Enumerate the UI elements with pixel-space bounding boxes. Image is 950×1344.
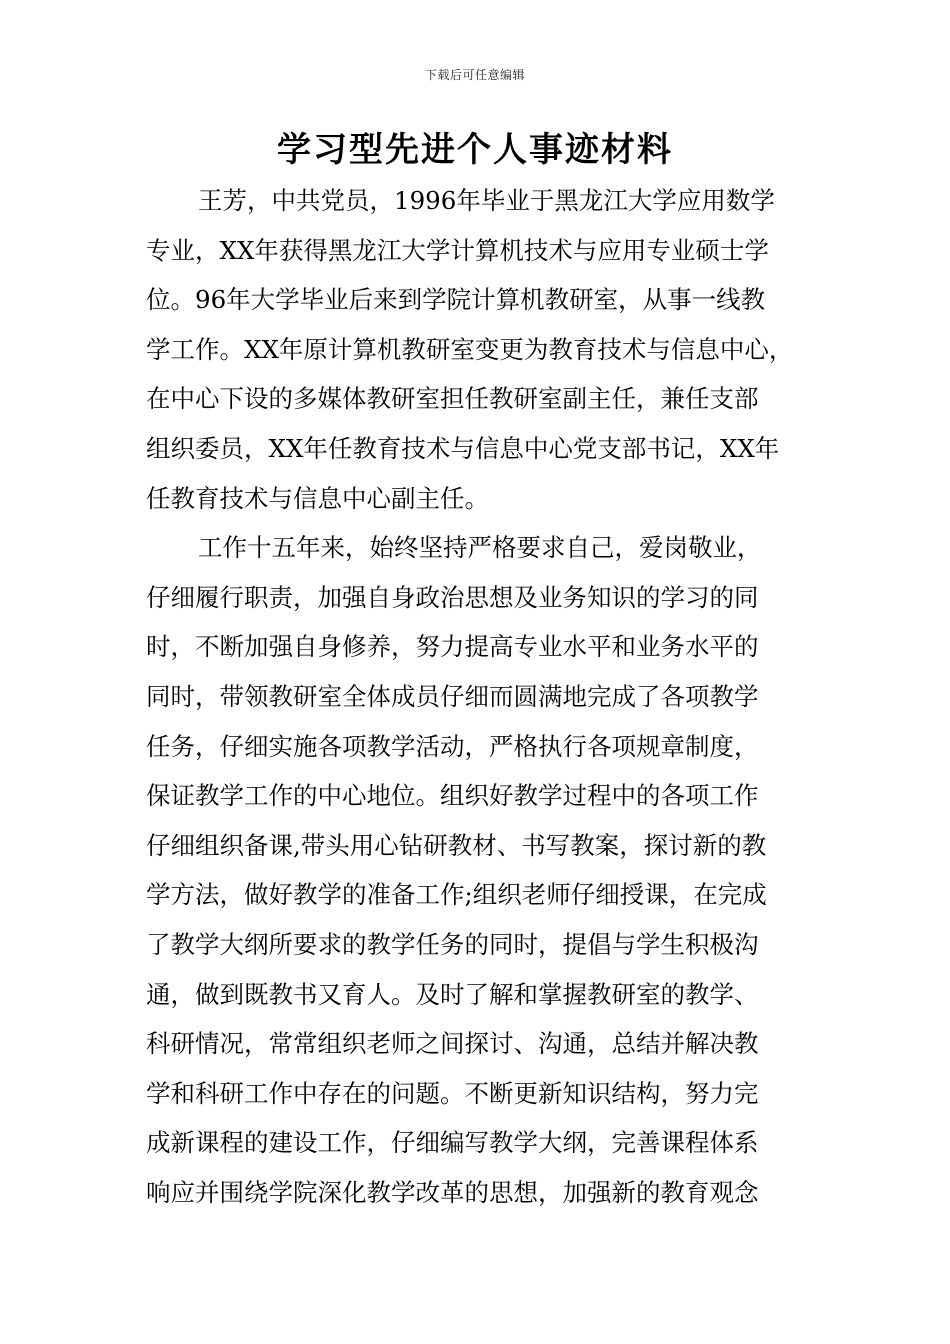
paragraph-line: 任教育技术与信息中心副主任。 <box>146 483 489 513</box>
paragraph-line: 在中心下设的多媒体教研室担任教研室副主任，兼任支部 <box>146 384 759 414</box>
paragraph-line: 学和科研工作中存在的问题。不断更新知识结构，努力完 <box>146 1078 759 1108</box>
paragraph-line: 王芳，中共党员，1996年毕业于黑龙江大学应用数学 <box>198 186 775 215</box>
paragraph-line: 位。96年大学毕业后来到学院计算机教研室，从事一线教 <box>146 285 766 315</box>
paragraph-line: 成新课程的建设工作，仔细编写教学大纲，完善课程体系 <box>146 1128 759 1158</box>
paragraph-line: 学工作。XX年原计算机教研室变更为教育技术与信息中心， <box>146 334 794 364</box>
paragraph-line: 响应并围绕学院深化教学改革的思想，加强新的教育观念 <box>146 1177 759 1207</box>
document-body <box>146 176 810 1217</box>
paragraph-line: 工作十五年来，始终坚持严格要求自己，爱岗敬业， <box>198 533 762 563</box>
paragraph-line: 组织委员，XX年任教育技术与信息中心党支部书记，XX年 <box>146 433 780 463</box>
paragraph-line: 任务，仔细实施各项教学活动，严格执行各项规章制度， <box>146 731 759 761</box>
paragraph-line: 保证教学工作的中心地位。组织好教学过程中的各项工作 <box>146 781 759 811</box>
paragraph-line: 科研情况，常常组织老师之间探讨、沟通，总结并解决教 <box>146 1029 759 1059</box>
paragraph-2 <box>146 523 810 1217</box>
paragraph-line: 了教学大纲所要求的教学任务的同时，提倡与学生积极沟 <box>146 929 759 959</box>
paragraph-line: 通，做到既教书又育人。及时了解和掌握教研室的教学、 <box>146 979 759 1009</box>
page-title: 学习型先进个人事迹材料 <box>277 130 673 170</box>
header-note: 下载后可任意编辑 <box>424 68 525 82</box>
paragraph-line: 同时，带领教研室全体成员仔细而圆满地完成了各项教学 <box>146 681 759 711</box>
paragraph-line: 仔细履行职责，加强自身政治思想及业务知识的学习的同 <box>146 582 759 612</box>
paragraph-line: 时，不断加强自身修养，努力提高专业水平和业务水平的 <box>146 632 759 662</box>
paragraph-line: 专业，XX年获得黑龙江大学计算机技术与应用专业硕士学 <box>146 235 769 265</box>
paragraph-1 <box>146 176 810 523</box>
paragraph-line: 学方法，做好教学的准备工作;组织老师仔细授课，在完成 <box>146 880 767 910</box>
paragraph-line: 仔细组织备课,带头用心钻研教材、书写教案，探讨新的教 <box>146 830 767 860</box>
